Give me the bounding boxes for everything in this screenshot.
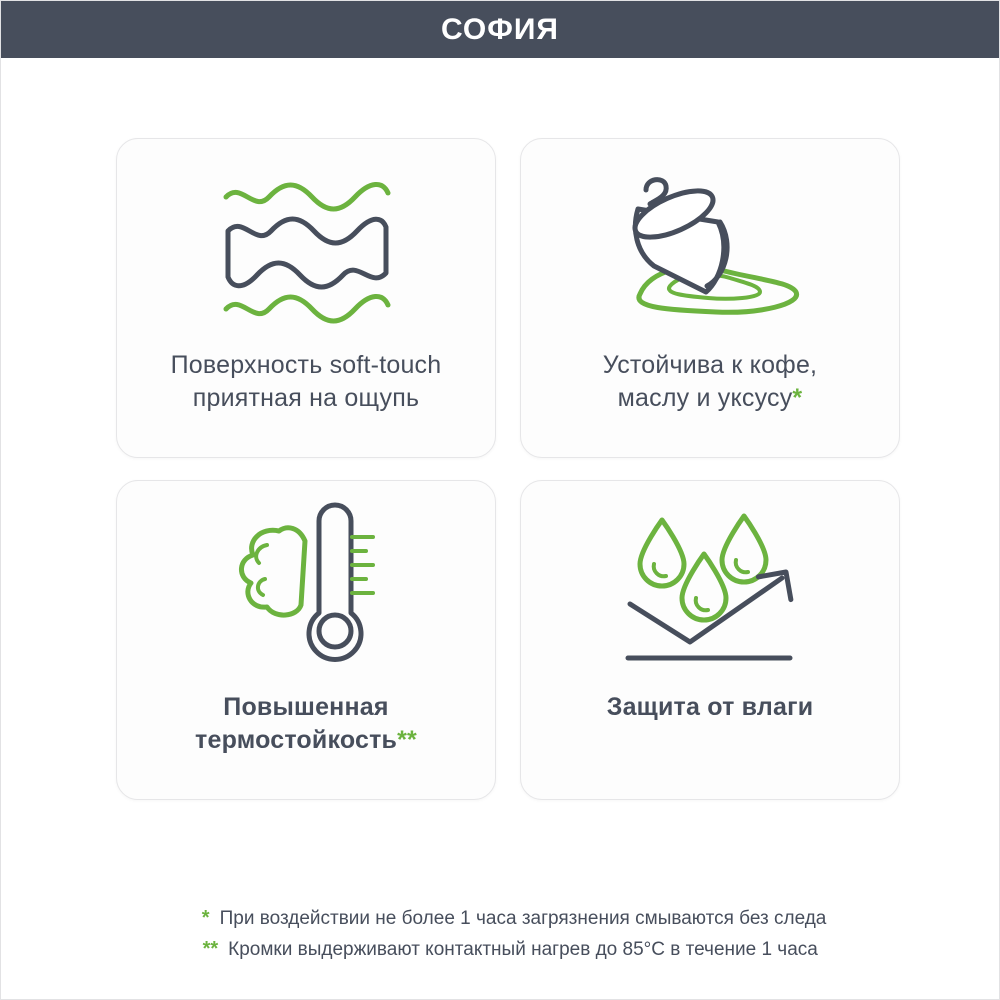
footnotes (1, 907, 999, 961)
footnote-mark: * (201, 907, 210, 929)
feature-card-heat-resistant (116, 480, 496, 800)
page-title: СОФИЯ (441, 12, 559, 46)
footnote-double-asterisk (182, 938, 818, 961)
feature-label-line2: термостойкость (195, 725, 398, 754)
spilled-cup-icon (610, 149, 810, 349)
footnote-text: Кромки выдерживают контактный нагрев до 85°C в течение 1 часа (228, 939, 818, 960)
wavy-surface-icon (216, 149, 396, 349)
footnote-mark: ** (202, 938, 219, 960)
feature-card-label (153, 349, 460, 414)
feature-label-line2: приятная на ощупь (192, 383, 420, 412)
feature-label-asterisk: * (792, 383, 803, 412)
footnote-single-asterisk (174, 907, 827, 930)
feature-label-line1: Устойчива к кофе, (602, 351, 818, 379)
thermometer-icon (221, 491, 391, 691)
feature-card-label (585, 349, 835, 414)
feature-label-line1: Повышенная (223, 693, 389, 721)
feature-card-label (589, 691, 832, 724)
feature-label-line1: Защита от влаги (606, 693, 814, 721)
feature-card-moisture-protection (520, 480, 900, 800)
water-drops-repel-icon (610, 491, 810, 691)
feature-card-stain-resistant (520, 138, 900, 458)
header-bar (1, 1, 999, 58)
feature-card-soft-touch (116, 138, 496, 458)
feature-card-grid (116, 138, 884, 800)
feature-label-line2: маслу и уксусу (617, 383, 793, 412)
feature-card-label (177, 691, 435, 756)
feature-label-line1: Поверхность soft-touch (170, 351, 442, 379)
footnote-text: При воздействии не более 1 часа загрязнения смываются без следа (219, 908, 827, 929)
feature-label-asterisk: ** (397, 725, 417, 754)
